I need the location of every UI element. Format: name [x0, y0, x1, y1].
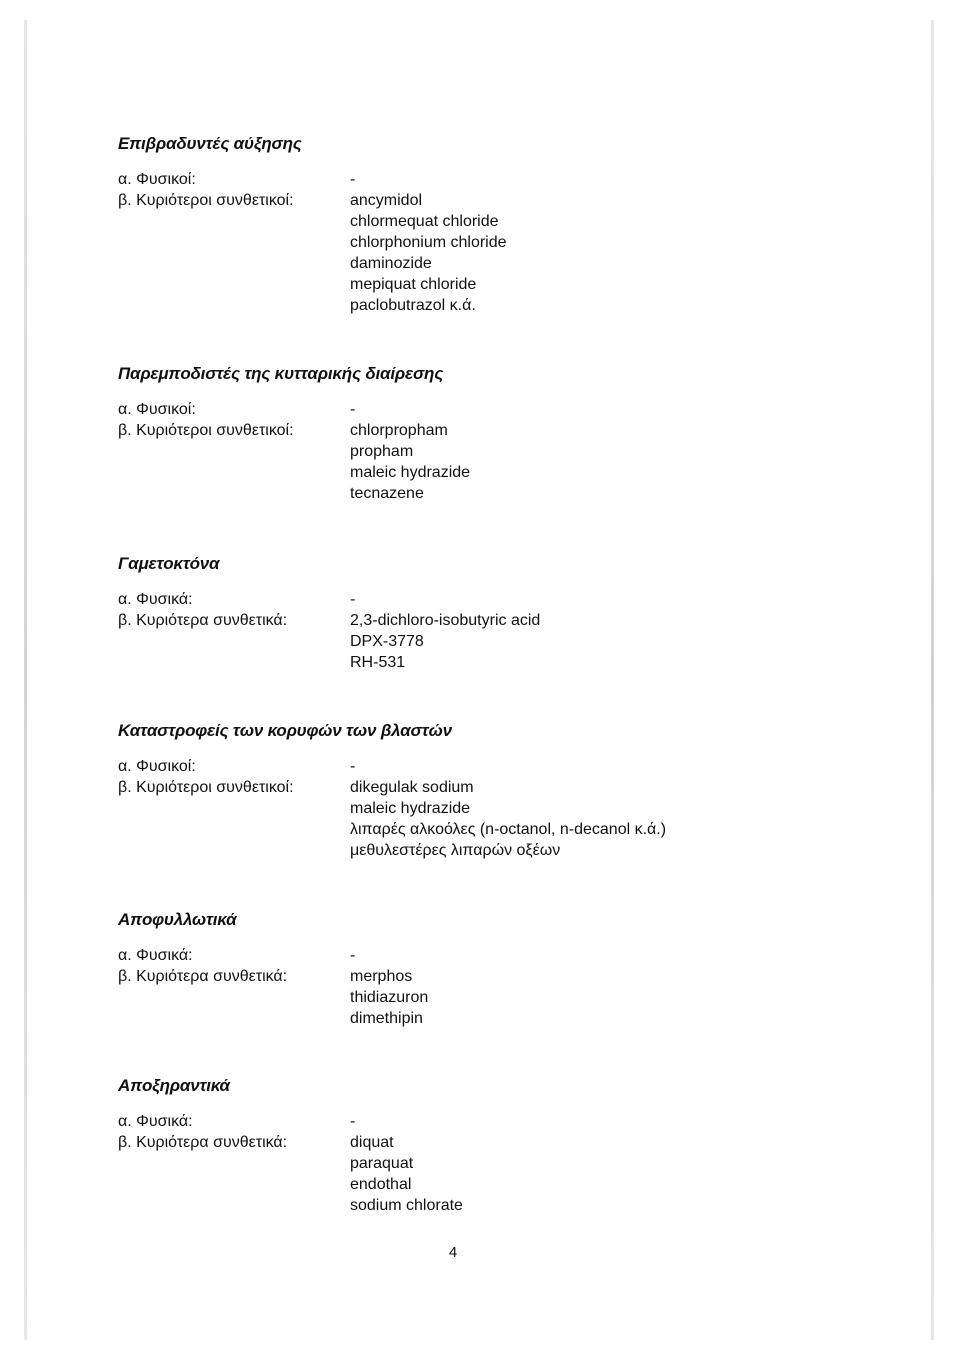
section-growth-retardants — [118, 133, 878, 316]
natural-value: - — [350, 401, 356, 418]
synthetic-label: β. Κυριότεροι συνθετικοί: — [118, 422, 294, 439]
natural-row — [118, 399, 878, 420]
synthetic-item: ancymidol — [350, 192, 423, 209]
natural-label: α. Φυσικοί: — [118, 401, 196, 418]
section-defoliants — [118, 909, 878, 1029]
synthetic-item: dimethipin — [350, 1010, 423, 1027]
synthetic-item: chlorpropham — [350, 422, 448, 439]
section-title: Αποφυλλωτικά — [118, 910, 237, 929]
natural-row — [118, 589, 878, 610]
synthetic-row — [118, 966, 878, 1029]
synthetic-item: maleic hydrazide — [350, 464, 471, 481]
section-title: Αποξηραντικά — [118, 1076, 230, 1095]
synthetic-row — [118, 610, 878, 673]
scan-edge-right — [931, 20, 934, 1340]
synthetic-item: mepiquat chloride — [350, 276, 477, 293]
synthetic-label: β. Κυριότερα συνθετικά: — [118, 612, 288, 629]
synthetic-item: RH-531 — [350, 654, 406, 671]
synthetic-row — [118, 420, 878, 504]
synthetic-item: endothal — [350, 1176, 412, 1193]
synthetic-row — [118, 190, 878, 316]
synthetic-item: chlormequat chloride — [350, 213, 499, 230]
synthetic-item: μεθυλεστέρες λιπαρών οξέων — [350, 842, 561, 859]
synthetic-item: dikegulak sodium — [350, 779, 474, 796]
synthetic-row — [118, 1132, 878, 1216]
natural-label: α. Φυσικά: — [118, 947, 193, 964]
synthetic-row — [118, 777, 878, 861]
scan-edge-left — [24, 20, 27, 1340]
natural-label: α. Φυσικά: — [118, 591, 193, 608]
synthetic-item: DPX-3778 — [350, 633, 424, 650]
natural-row — [118, 1111, 878, 1132]
page-number: 4 — [448, 1244, 458, 1261]
natural-row — [118, 169, 878, 190]
synthetic-item: propham — [350, 443, 414, 460]
natural-row — [118, 945, 878, 966]
synthetic-item: diquat — [350, 1134, 394, 1151]
synthetic-item: paraquat — [350, 1155, 414, 1172]
synthetic-item: merphos — [350, 968, 413, 985]
synthetic-item: tecnazene — [350, 485, 424, 502]
synthetic-item: daminozide — [350, 255, 432, 272]
synthetic-item: paclobutrazol κ.ά. — [350, 297, 476, 314]
section-title: Επιβραδυντές αύξησης — [118, 134, 302, 153]
natural-value: - — [350, 947, 356, 964]
section-gametocides — [118, 553, 878, 673]
synthetic-item: chlorphonium chloride — [350, 234, 507, 251]
natural-value: - — [350, 171, 356, 188]
synthetic-item: maleic hydrazide — [350, 800, 471, 817]
section-shoot-tip-destroyers — [118, 720, 878, 861]
natural-label: α. Φυσικοί: — [118, 171, 196, 188]
synthetic-label: β. Κυριότεροι συνθετικοί: — [118, 779, 294, 796]
synthetic-label: β. Κυριότερα συνθετικά: — [118, 1134, 288, 1151]
section-desiccants — [118, 1075, 878, 1216]
natural-label: α. Φυσικά: — [118, 1113, 193, 1130]
synthetic-item: 2,3-dichloro-isobutyric acid — [350, 612, 541, 629]
section-title: Παρεμποδιστές της κυτταρικής διαίρεσης — [118, 364, 444, 383]
natural-value: - — [350, 758, 356, 775]
section-title: Καταστροφείς των κορυφών των βλαστών — [118, 721, 452, 740]
synthetic-item: thidiazuron — [350, 989, 429, 1006]
section-cell-division-inhibitors — [118, 363, 878, 504]
synthetic-label: β. Κυριότερα συνθετικά: — [118, 968, 288, 985]
synthetic-item: sodium chlorate — [350, 1197, 463, 1214]
synthetic-item: λιπαρές αλκοόλες (n-octanol, n-decanol κ.ά.) — [350, 821, 667, 838]
section-title: Γαμετοκτόνα — [118, 554, 220, 573]
natural-value: - — [350, 591, 356, 608]
natural-row — [118, 756, 878, 777]
natural-label: α. Φυσικοί: — [118, 758, 196, 775]
synthetic-label: β. Κυριότεροι συνθετικοί: — [118, 192, 294, 209]
natural-value: - — [350, 1113, 356, 1130]
